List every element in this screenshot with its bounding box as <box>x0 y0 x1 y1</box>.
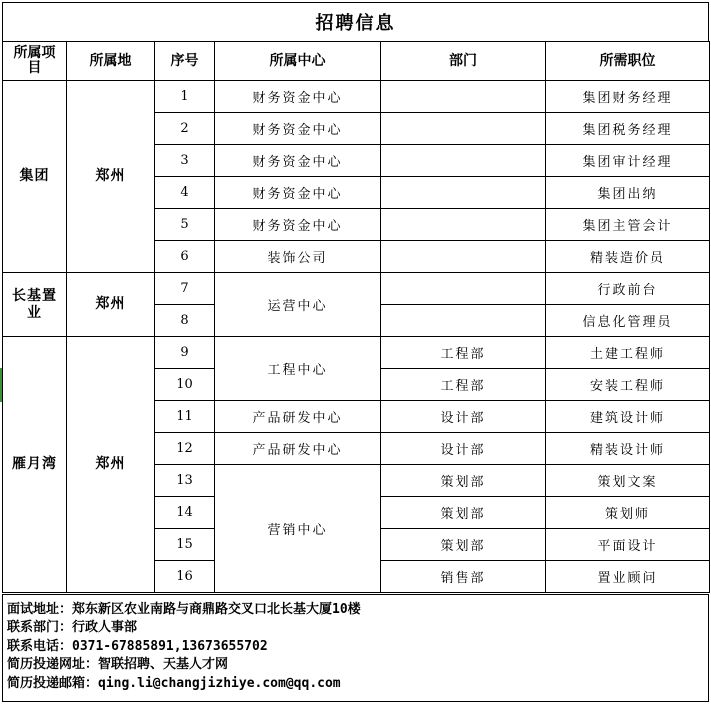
position-cell: 信息化管理员 <box>546 305 710 337</box>
position-cell: 建筑设计师 <box>546 401 710 433</box>
resume-email: 简历投递邮箱：qing.li@changjizhiye.com@qq.com <box>7 675 341 691</box>
table-row <box>3 273 710 305</box>
department-cell: 设计部 <box>381 401 546 433</box>
header-number: 序号 <box>155 42 215 81</box>
position-cell: 平面设计 <box>546 529 710 561</box>
department-cell: 策划部 <box>381 529 546 561</box>
department-cell <box>381 209 546 241</box>
header-project: 所属项目 <box>3 42 67 81</box>
position-cell: 精装设计师 <box>546 433 710 465</box>
cell-marker <box>0 368 2 402</box>
center-cell: 财务资金中心 <box>215 81 381 113</box>
location-cell: 郑州 <box>67 337 155 593</box>
department-cell: 策划部 <box>381 497 546 529</box>
recruitment-table <box>2 41 710 593</box>
center-cell: 财务资金中心 <box>215 209 381 241</box>
position-cell: 策划文案 <box>546 465 710 497</box>
department-cell: 设计部 <box>381 433 546 465</box>
center-cell: 运营中心 <box>215 273 381 337</box>
number-cell: 4 <box>155 177 215 209</box>
position-cell: 集团财务经理 <box>546 81 710 113</box>
number-cell: 11 <box>155 401 215 433</box>
contact-phone: 联系电话：0371-67885891,13673655702 <box>7 638 268 654</box>
number-cell: 10 <box>155 369 215 401</box>
number-cell: 7 <box>155 273 215 305</box>
department-cell <box>381 145 546 177</box>
position-cell: 集团审计经理 <box>546 145 710 177</box>
number-cell: 5 <box>155 209 215 241</box>
center-cell: 工程中心 <box>215 337 381 401</box>
header-department: 部门 <box>381 42 546 81</box>
department-cell: 工程部 <box>381 337 546 369</box>
center-cell: 产品研发中心 <box>215 433 381 465</box>
resume-website: 简历投递网址：智联招聘、天基人才网 <box>7 657 229 673</box>
number-cell: 2 <box>155 113 215 145</box>
contact-info <box>2 594 709 702</box>
position-cell: 精装造价员 <box>546 241 710 273</box>
department-cell <box>381 305 546 337</box>
location-cell: 郑州 <box>67 273 155 337</box>
number-cell: 16 <box>155 561 215 593</box>
department-cell <box>381 113 546 145</box>
position-cell: 行政前台 <box>546 273 710 305</box>
position-cell: 安装工程师 <box>546 369 710 401</box>
header-location: 所属地 <box>67 42 155 81</box>
number-cell: 3 <box>155 145 215 177</box>
table-row <box>3 81 710 113</box>
number-cell: 9 <box>155 337 215 369</box>
number-cell: 12 <box>155 433 215 465</box>
position-cell: 置业顾问 <box>546 561 710 593</box>
header-position: 所需职位 <box>546 42 710 81</box>
department-cell <box>381 177 546 209</box>
department-cell: 策划部 <box>381 465 546 497</box>
position-cell: 集团税务经理 <box>546 113 710 145</box>
center-cell: 财务资金中心 <box>215 113 381 145</box>
project-cell: 集团 <box>3 81 67 273</box>
interview-address: 面试地址：郑东新区农业南路与商鼎路交叉口北长基大厦10楼 <box>7 602 361 617</box>
contact-department: 联系部门：行政人事部 <box>7 620 138 636</box>
position-cell: 土建工程师 <box>546 337 710 369</box>
number-cell: 14 <box>155 497 215 529</box>
number-cell: 1 <box>155 81 215 113</box>
center-cell: 财务资金中心 <box>215 145 381 177</box>
table-row <box>3 337 710 369</box>
number-cell: 13 <box>155 465 215 497</box>
number-cell: 8 <box>155 305 215 337</box>
location-cell: 郑州 <box>67 81 155 273</box>
number-cell: 6 <box>155 241 215 273</box>
page-title: 招聘信息 <box>2 2 709 42</box>
center-cell: 装饰公司 <box>215 241 381 273</box>
department-cell <box>381 273 546 305</box>
department-cell <box>381 81 546 113</box>
center-cell: 产品研发中心 <box>215 401 381 433</box>
center-cell: 财务资金中心 <box>215 177 381 209</box>
header-center: 所属中心 <box>215 42 381 81</box>
center-cell: 营销中心 <box>215 465 381 593</box>
table-header-row <box>3 42 710 81</box>
project-cell: 长基置业 <box>3 273 67 337</box>
department-cell <box>381 241 546 273</box>
position-cell: 集团主管会计 <box>546 209 710 241</box>
department-cell: 销售部 <box>381 561 546 593</box>
position-cell: 集团出纳 <box>546 177 710 209</box>
position-cell: 策划师 <box>546 497 710 529</box>
number-cell: 15 <box>155 529 215 561</box>
department-cell: 工程部 <box>381 369 546 401</box>
project-cell: 雁月湾 <box>3 337 67 593</box>
